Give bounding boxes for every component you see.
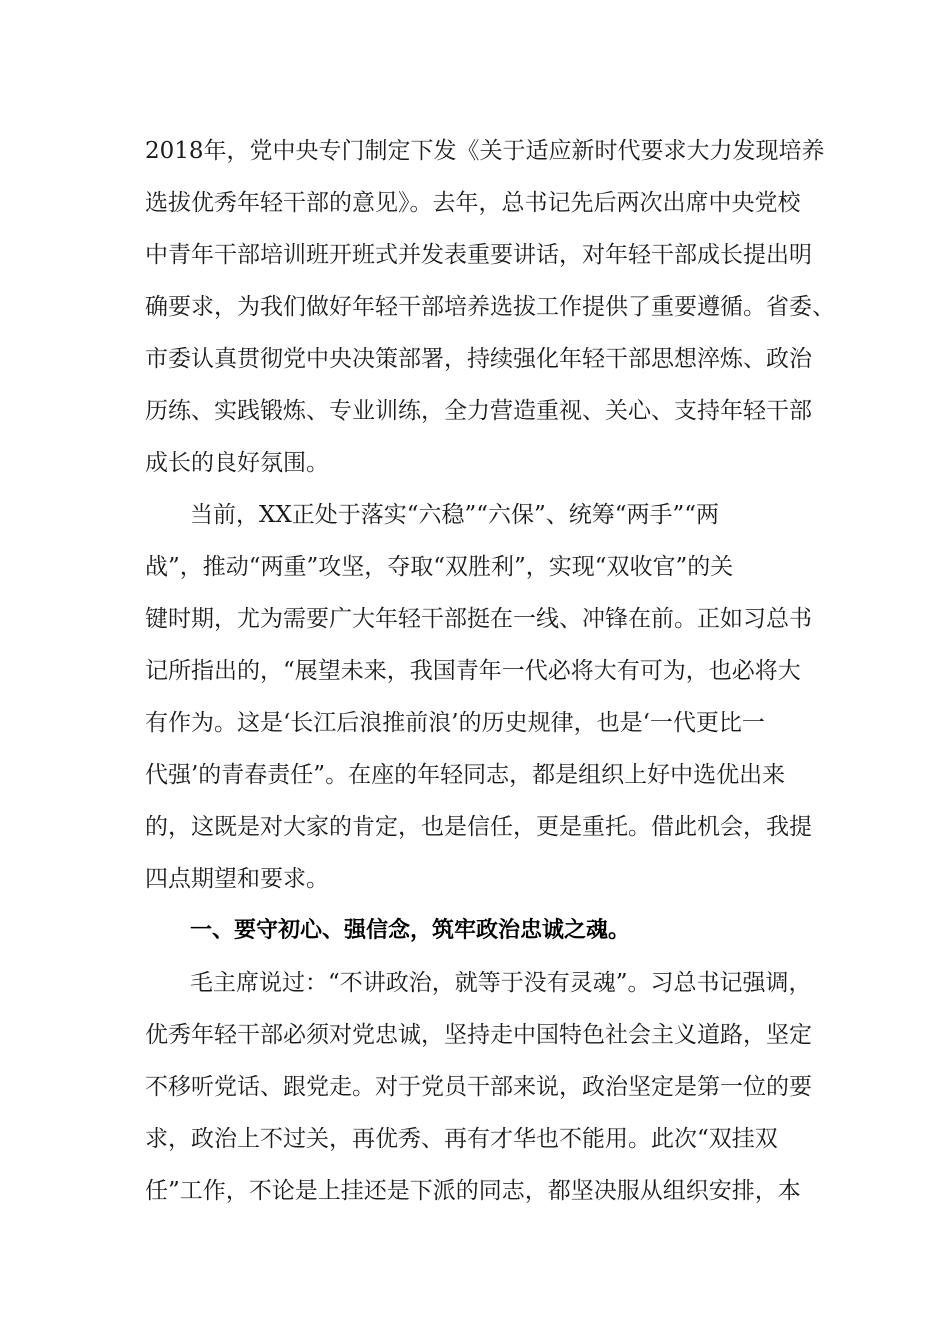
- paragraph-line: 2018年，党中央专门制定下发《关于适应新时代要求大力发现培养: [145, 138, 825, 164]
- paragraph-line: 战”，推动“两重”攻坚，夺取“双胜利”，实现“双收官”的关: [145, 554, 734, 580]
- paragraph-line: 键时期，尤为需要广大年轻干部挺在一线、冲锋在前。正如习总书: [145, 606, 812, 632]
- paragraph-line: 的，这既是对大家的肯定，也是信任，更是重托。借此机会，我提: [145, 814, 812, 840]
- paragraph-line: 求，政治上不过关，再优秀、再有才华也不能用。此次“双挂双: [145, 1126, 778, 1152]
- paragraph-line: 确要求，为我们做好年轻干部培养选拔工作提供了重要遵循。省委、: [145, 294, 835, 320]
- paragraph-line: 当前，XX正处于落实“六稳”“六保”、统筹“两手”“两: [190, 502, 720, 528]
- paragraph-line: 优秀年轻干部必须对党忠诚，坚持走中国特色社会主义道路，坚定: [145, 1022, 812, 1048]
- paragraph-line: 有作为。这是‘长江后浪推前浪’的历史规律，也是‘一代更比一: [145, 710, 765, 736]
- paragraph-line: 四点期望和要求。: [145, 866, 329, 892]
- paragraph-line: 市委认真贯彻党中央决策部署，持续强化年轻干部思想淬炼、政治: [145, 346, 812, 372]
- paragraph-line: 中青年干部培训班开班式并发表重要讲话，对年轻干部成长提出明: [145, 242, 812, 268]
- paragraph-line: 不移听党话、跟党走。对于党员干部来说，政治坚定是第一位的要: [145, 1074, 812, 1100]
- paragraph-line: 成长的良好氛围。: [145, 450, 329, 476]
- paragraph-line: 任”工作，不论是上挂还是下派的同志，都坚决服从组织安排，本: [145, 1178, 801, 1204]
- paragraph-line: 选拔优秀年轻干部的意见》。去年，总书记先后两次出席中央党校: [145, 190, 801, 216]
- section-heading: 一、要守初心、强信念，筑牢政治忠诚之魂。: [190, 918, 631, 943]
- paragraph-line: 毛主席说过：“不讲政治，就等于没有灵魂”。习总书记强调，: [190, 970, 812, 996]
- paragraph-line: 历练、实践锻炼、专业训练，全力营造重视、关心、支持年轻干部: [145, 398, 812, 424]
- paragraph-line: 记所指出的，“展望未来，我国青年一代必将大有可为，也必将大: [145, 658, 801, 684]
- paragraph-line: 代强’的青春责任”。在座的年轻同志，都是组织上好中选优出来: [145, 762, 786, 788]
